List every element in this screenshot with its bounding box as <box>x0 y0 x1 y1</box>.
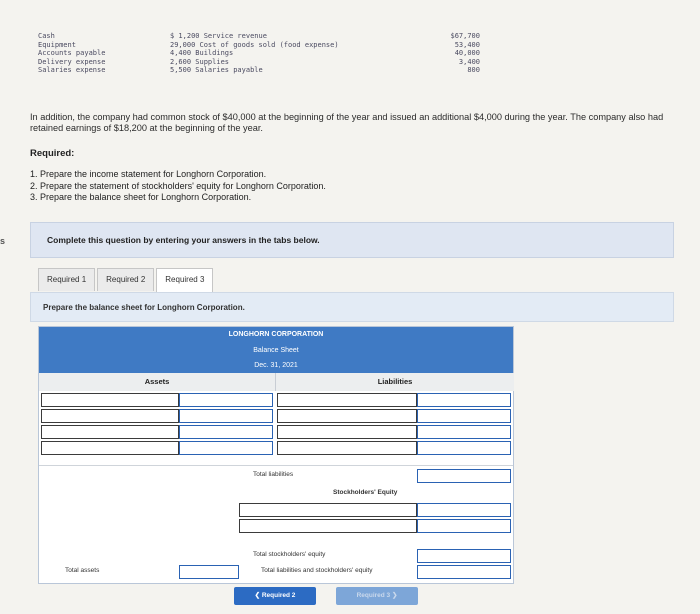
instructions-text: Complete this question by entering your answers in the tabs below. <box>47 235 320 245</box>
tab-required-1[interactable]: Required 1 <box>38 268 95 291</box>
account-names-col: Cash Equipment Accounts payable Delivery expense Salaries expense <box>38 32 106 75</box>
liability-name-input[interactable] <box>277 441 417 455</box>
liability-name-input[interactable] <box>277 409 417 423</box>
asset-amount-input[interactable] <box>179 425 273 439</box>
total-equity-label: Total stockholders' equity <box>253 551 326 558</box>
total-equity-input[interactable] <box>417 549 511 563</box>
equity-amount-input[interactable] <box>417 503 511 517</box>
asset-amount-input[interactable] <box>179 393 273 407</box>
total-assets-input[interactable] <box>179 565 239 579</box>
tab-required-2[interactable]: Required 2 <box>97 268 154 291</box>
task-instruction: Prepare the balance sheet for Longhorn Corporation. <box>43 303 245 312</box>
required-item: 2. Prepare the statement of stockholders' equity for Longhorn Corporation. <box>30 180 326 191</box>
statement-name: Balance Sheet <box>253 347 299 354</box>
total-liab-equity-input[interactable] <box>417 565 511 579</box>
instructions-box <box>30 222 674 258</box>
asset-name-input[interactable] <box>41 393 179 407</box>
total-liabilities-input[interactable] <box>417 469 511 483</box>
asset-amount-input[interactable] <box>179 409 273 423</box>
total-assets-label: Total assets <box>65 567 100 574</box>
required-item: 3. Prepare the balance sheet for Longhorn Corporation. <box>30 192 252 202</box>
company-name: LONGHORN CORPORATION <box>228 331 324 338</box>
statement-date: Dec. 31, 2021 <box>254 362 298 369</box>
equity-name-input[interactable] <box>239 503 417 517</box>
liability-name-input[interactable] <box>277 425 417 439</box>
problem-paragraph: In addition, the company had common stock of $40,000 at the beginning of the year and issued an additional $4,000 during the year. The company also had retained earnings of $18,200 at the beginning of the year. <box>30 112 664 133</box>
account-middle-col: $ 1,200 Service revenue 29,000 Cost of goods sold (food expense) 4,400 Buildings 2,600 Supplies 5,500 Salaries payable <box>170 32 339 75</box>
liability-name-input[interactable] <box>277 393 417 407</box>
asset-name-input[interactable] <box>41 425 179 439</box>
required-list <box>30 169 326 204</box>
sheet-header <box>39 327 513 373</box>
required-item: 1. Prepare the income statement for Longhorn Corporation. <box>30 169 267 179</box>
liabilities-heading: Liabilities <box>275 373 514 391</box>
liability-amount-input[interactable] <box>417 409 511 423</box>
balance-sheet <box>38 326 514 584</box>
asset-amount-input[interactable] <box>179 441 273 455</box>
edge-mark: s <box>0 236 6 246</box>
next-required-button[interactable]: Required 3 ❯ <box>336 587 418 605</box>
prev-required-button[interactable]: ❮ Required 2 <box>234 587 316 605</box>
row-divider <box>39 465 513 466</box>
required-title: Required: <box>30 148 75 159</box>
liability-amount-input[interactable] <box>417 393 511 407</box>
asset-name-input[interactable] <box>41 441 179 455</box>
tab-bar <box>38 268 215 292</box>
assets-heading: Assets <box>39 373 275 391</box>
total-liabilities-label: Total liabilities <box>253 471 294 478</box>
account-values-col: $67,700 53,400 40,000 3,400 800 <box>450 32 480 75</box>
liability-amount-input[interactable] <box>417 441 511 455</box>
equity-amount-input[interactable] <box>417 519 511 533</box>
task-instruction-bar <box>30 292 674 322</box>
equity-name-input[interactable] <box>239 519 417 533</box>
asset-name-input[interactable] <box>41 409 179 423</box>
total-liab-equity-label: Total liabilities and stockholders' equity <box>261 567 373 574</box>
tab-required-3[interactable]: Required 3 <box>156 268 213 293</box>
equity-heading: Stockholders' Equity <box>333 489 398 496</box>
liability-amount-input[interactable] <box>417 425 511 439</box>
